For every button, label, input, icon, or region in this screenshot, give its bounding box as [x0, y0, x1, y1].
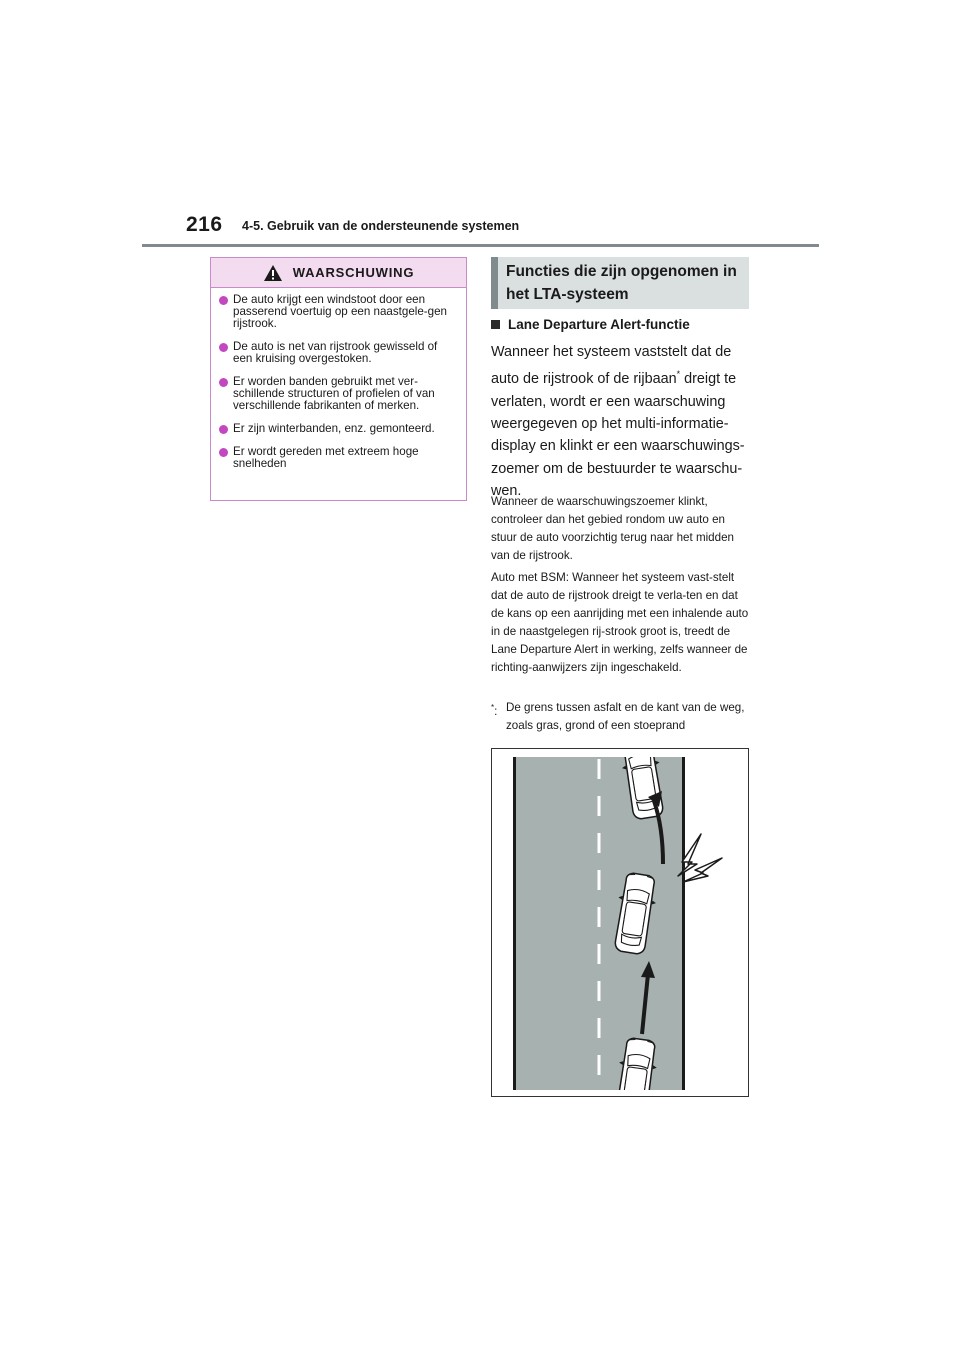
bullet-icon — [219, 448, 228, 457]
section-title-line2: het LTA-systeem — [506, 286, 629, 303]
square-bullet-icon — [491, 320, 500, 329]
footnote-marker: * — [676, 369, 681, 380]
page-number: 216 — [186, 213, 223, 236]
warning-header — [211, 258, 466, 288]
list-item — [219, 294, 458, 330]
list-item — [219, 376, 458, 412]
warning-list — [211, 288, 466, 470]
list-item — [219, 423, 458, 435]
lane-departure-illustration — [491, 748, 749, 1097]
warning-item-text: De auto is net van rijstrook gewisseld of een kruising overgestoken. — [233, 340, 438, 365]
bullet-icon — [219, 343, 228, 352]
warning-box — [210, 257, 467, 501]
road-edge-left — [513, 757, 516, 1090]
bullet-icon — [219, 378, 228, 387]
subsection-title: Lane Departure Alert-functie — [508, 317, 690, 332]
header-rule — [142, 244, 819, 247]
warning-title: WAARSCHUWING — [292, 265, 415, 280]
bullet-icon — [219, 425, 228, 434]
footnote-label — [491, 699, 506, 735]
section-heading-box — [491, 257, 749, 309]
warning-item-text: Er wordt gereden met extreem hoge snelheden — [233, 445, 419, 470]
subsection-heading — [491, 317, 690, 332]
warning-item-text: De auto krijgt een windstoot door een passerend voertuig op een naastgele-gen rijstrook. — [233, 293, 447, 330]
body-paragraph: Auto met BSM: Wanneer het systeem vast-stelt dat de auto de rijstrook dreigt te verla-ten en dat de kans op een aanrijding met een inhalende auto in de naastgelegen rij-strook groot is, treedt de Lane Departure Alert in werking, zelfs wanneer de richting-aanwijzers zijn ingeschakeld. — [491, 571, 749, 675]
footnote — [491, 699, 753, 735]
lead-paragraph — [491, 341, 753, 503]
footnote-text: De grens tussen asfalt en de kant van de weg, zoals gras, grond of een stoeprand — [506, 701, 745, 733]
list-item — [219, 341, 458, 365]
body-paragraph: Wanneer de waarschuwingszoemer klinkt, controleer dan het gebied rondom uw auto en stuur de auto voorzichtig terug naar het midden van de rijstrook. — [491, 495, 734, 563]
chapter-title: 4-5. Gebruik van de ondersteunende systemen — [242, 219, 520, 233]
list-item — [219, 446, 458, 470]
warning-item-text: Er worden banden gebruikt met ver-schillende structuren of profielen of van verschillende fabrikanten of merken. — [233, 375, 435, 412]
warning-triangle-icon — [263, 264, 283, 282]
footnote-mark: * — [491, 703, 495, 712]
warning-item-text: Er zijn winterbanden, enz. gemonteerd. — [233, 422, 435, 435]
bullet-icon — [219, 296, 228, 305]
lane-departure-svg — [492, 749, 748, 1096]
road-edge-right — [682, 757, 685, 1090]
section-title-line1: Functies die zijn opgenomen in — [506, 263, 737, 280]
lead-text: Wanneer het systeem vaststelt dat de auto de rijstrook of de rijbaan — [491, 344, 732, 388]
footnote-separator: : — [494, 704, 498, 718]
lead-text-continued: dreigt te verlaten, wordt er een waarschuwing weergegeven op het multi-informatie-display en klinkt er een waarschuwings-zoemer om de bestuurder te waarschu-wen. — [491, 371, 745, 500]
